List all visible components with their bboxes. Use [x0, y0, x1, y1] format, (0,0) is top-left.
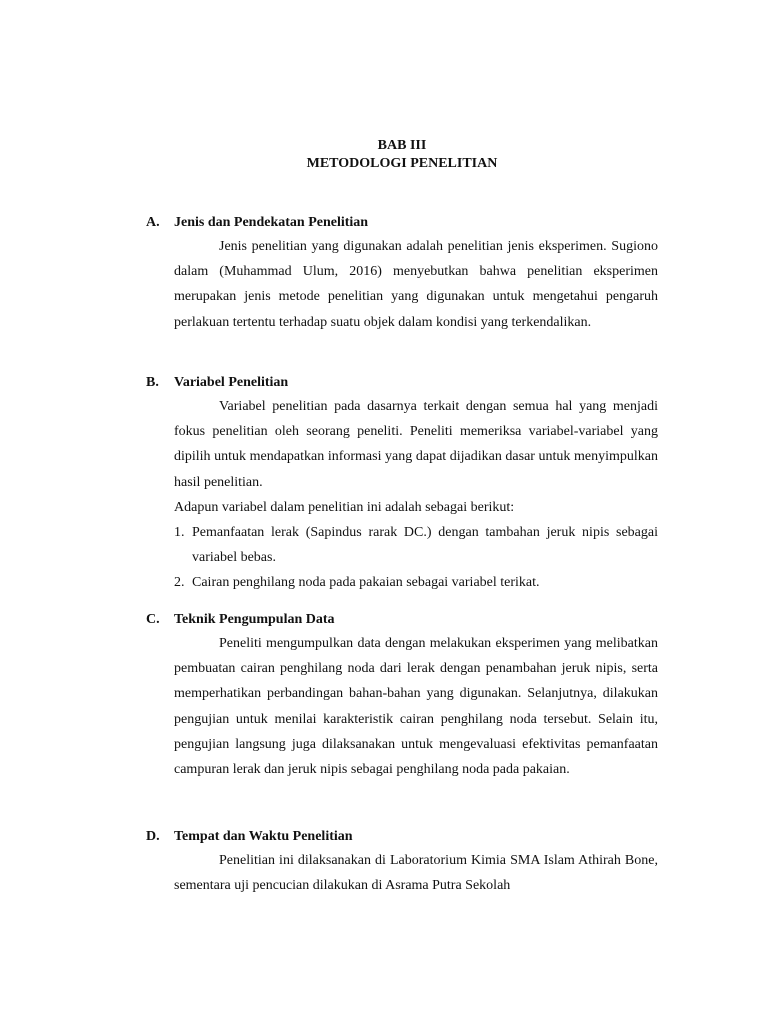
- section-title: Teknik Pengumpulan Data: [174, 612, 335, 627]
- section-heading: [146, 826, 658, 848]
- section-paragraph: Jenis penelitian yang digunakan adalah penelitian jenis eksperimen. Sugiono dalam (Muhammad Ulum, 2016) menyebutkan bahwa penelitian eksperimen merupakan jenis metode penelitian yang digunakan untuk mengetahui pengaruh perlakuan tertentu terhadap suatu objek dalam kondisi yang terkendalikan.: [174, 239, 658, 330]
- section-letter: B.: [146, 375, 159, 390]
- section-body: [174, 631, 658, 782]
- list-text: Cairan penghilang noda pada pakaian sebagai variabel terikat.: [192, 575, 540, 591]
- section-heading: [146, 372, 658, 394]
- section-title: Variabel Penelitian: [174, 375, 289, 390]
- section-paragraph: Variabel penelitian pada dasarnya terkait dengan semua hal yang menjadi fokus penelitian oleh seorang peneliti. Peneliti memeriksa variabel-variabel yang dipilih untuk mendapatkan informasi yang dapat dijadikan dasar untuk menyimpulkan hasil penelitian.: [174, 399, 658, 490]
- list-intro: Adapun variabel dalam penelitian ini adalah sebagai berikut:: [174, 499, 515, 515]
- section-heading: [146, 609, 658, 631]
- list-number: 1.: [174, 525, 185, 541]
- list-item: [174, 570, 658, 595]
- section-c: [146, 609, 658, 782]
- list-number: 2.: [174, 575, 185, 591]
- section-paragraph: Peneliti mengumpulkan data dengan melakukan eksperimen yang melibatkan pembuatan cairan penghilang noda dari lerak dengan penambahan jeruk nipis, serta memperhatikan perbandingan bahan-bahan yang digunakan. Selanjutnya, dilakukan pengujian untuk menilai karakteristik cairan penghilang noda tersebut. Selain itu, pengujian langsung juga dilaksanakan untuk mengevaluasi efektivitas pemanfaatan campuran lerak dan jeruk nipis sebagai penghilang noda pada pakaian.: [174, 636, 658, 778]
- section-letter: A.: [146, 215, 160, 230]
- variable-list: [174, 520, 658, 596]
- section-d: [146, 826, 658, 898]
- section-letter: C.: [146, 612, 160, 627]
- section-letter: D.: [146, 829, 160, 844]
- section-body: [174, 848, 658, 898]
- chapter-title: METODOLOGI PENELITIAN: [306, 156, 498, 171]
- section-b: [146, 372, 658, 596]
- chapter-number: BAB III: [377, 138, 427, 153]
- section-title: Jenis dan Pendekatan Penelitian: [174, 215, 369, 230]
- list-item: [174, 520, 658, 570]
- section-body: [174, 234, 658, 335]
- section-paragraph: Penelitian ini dilaksanakan di Laboratorium Kimia SMA Islam Athirah Bone, sementara uji pencucian dilakukan di Asrama Putra Sekolah: [174, 853, 658, 894]
- chapter-header: [0, 137, 768, 173]
- section-body: [174, 394, 658, 596]
- section-title: Tempat dan Waktu Penelitian: [174, 829, 353, 844]
- list-text: Pemanfaatan lerak (Sapindus rarak DC.) dengan tambahan jeruk nipis sebagai variabel bebas.: [192, 525, 658, 566]
- section-a: [146, 212, 658, 335]
- section-heading: [146, 212, 658, 234]
